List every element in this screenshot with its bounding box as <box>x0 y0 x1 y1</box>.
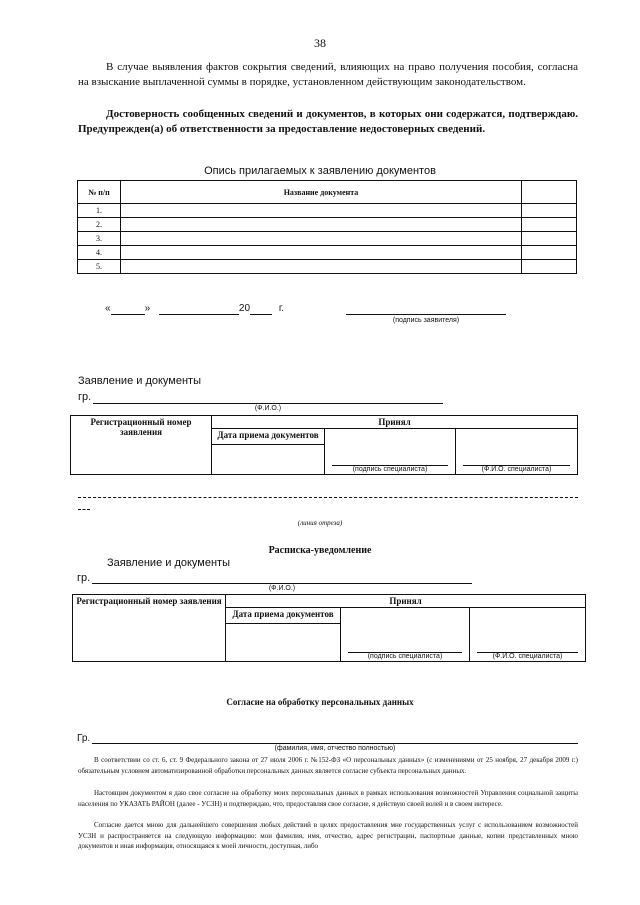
certification-statement: Достоверность сообщенных сведений и документов, в которых они содержатся, подтверждаю. Предупрежден(а) об ответственности за предоставление недостоверных сведений. <box>78 108 578 135</box>
inventory-row-number: 4. <box>78 246 121 260</box>
receipt-date-field[interactable] <box>226 623 340 646</box>
receipt-fio-spec-caption: (Ф.И.О. специалиста) <box>492 653 563 660</box>
consent-gr-label: Гр. <box>77 733 91 744</box>
section1-fio-spec-caption: (Ф.И.О. специалиста) <box>481 466 552 473</box>
receipt-heading: Заявление и документы <box>107 557 230 569</box>
receipt-signature-caption: (подпись специалиста) <box>367 653 443 660</box>
receipt-date-label: Дата приема документов <box>232 609 334 619</box>
inventory-col-num: № п/п <box>78 181 121 204</box>
receipt-accepted-header: Принял <box>226 595 586 608</box>
receipt-date-header <box>226 608 341 662</box>
inventory-row <box>78 260 577 274</box>
cut-line-caption: (линия отреза) <box>297 519 343 527</box>
inventory-row-name[interactable] <box>121 232 522 246</box>
inventory-row-name[interactable] <box>121 260 522 274</box>
inventory-row-number: 5. <box>78 260 121 274</box>
date-year-prefix: 20 <box>238 303 251 314</box>
inventory-col-extra <box>522 181 577 204</box>
date-day-field[interactable] <box>111 303 145 315</box>
receipt-signature-cell[interactable] <box>341 608 470 662</box>
inventory-row-name[interactable] <box>121 246 522 260</box>
consent-paragraph-2: Настоящим документом я даю свое согласие на обработку моих персональных данных в рамках использования возможностей Управления социальной защиты населения по УКАЗАТЬ РАЙОН (далее - УСЗН) и подтверждаю, что, предоставляя свое согласие, я действую своей волей и в своем интересе. <box>78 789 578 808</box>
receipt-title: Расписка-уведомление <box>268 545 372 556</box>
inventory-row <box>78 218 577 232</box>
applicant-signature-field[interactable] <box>346 314 506 315</box>
date-line <box>105 303 284 315</box>
section1-signature-cell[interactable] <box>325 429 456 475</box>
receipt-fio-caption: (Ф.И.О.) <box>268 585 296 592</box>
consent-paragraph-3: Согласие дается мною для дальнейшего совершения любых действий в целях предоставления мне государственных услуг с использованием возможностей УСЗН и распространяется на следующую информацию: мои фамилия, имя, отчество, адрес регистрации, паспортные данные, копии представленных мною документов и иная информация, относящаяся к моей личности, доступная, либо <box>78 821 578 851</box>
receipt-registration-table <box>72 594 586 662</box>
consent-title: Согласие на обработку персональных данных <box>226 697 414 707</box>
cut-line-end <box>78 509 90 510</box>
date-quote-open: « <box>105 303 111 314</box>
consent-fio-caption: (фамилия, имя, отчество полностью) <box>274 745 396 752</box>
receipt-fio-spec-cell[interactable] <box>470 608 586 662</box>
section1-date-field[interactable] <box>212 444 324 463</box>
consent-paragraph-1: В соответствии со ст. 6, ст. 9 Федерального закона от 27 июля 2006 г. №152-ФЗ «О персональных данных» (с изменениями от 25 ноября, 27 декабря 2009 г.) обязательным условием автоматизированной обработки персональных данных является согласие субъекта персональных данных. <box>78 756 578 775</box>
date-month-field[interactable] <box>159 303 239 315</box>
inventory-table <box>77 180 577 274</box>
date-quote-close: » <box>144 303 151 314</box>
date-year-field[interactable] <box>250 303 272 315</box>
consent-fio-field[interactable] <box>92 743 578 744</box>
inventory-row-name[interactable] <box>121 204 522 218</box>
section1-fio-spec-cell[interactable] <box>456 429 578 475</box>
receipt-reg-number-header: Регистрационный номер заявления <box>73 595 226 662</box>
inventory-row-number: 1. <box>78 204 121 218</box>
section1-gr-label: гр. <box>78 391 92 403</box>
inventory-row <box>78 246 577 260</box>
section1-registration-table <box>70 415 578 475</box>
date-year-suffix: г. <box>278 303 285 314</box>
inventory-title: Опись прилагаемых к заявлению документов <box>204 165 436 177</box>
section1-fio-field[interactable] <box>93 403 443 404</box>
section1-fio-caption: (Ф.И.О.) <box>254 405 282 412</box>
cut-line <box>78 497 578 498</box>
applicant-signature-caption: (подпись заявителя) <box>392 317 460 324</box>
inventory-row-number: 2. <box>78 218 121 232</box>
section1-reg-number-header: Регистрационный номер заявления <box>71 416 212 475</box>
section1-heading: Заявление и документы <box>78 375 201 387</box>
receipt-gr-label: гр. <box>77 572 91 584</box>
inventory-row-number: 3. <box>78 232 121 246</box>
inventory-row <box>78 232 577 246</box>
section1-date-label: Дата приема документов <box>217 430 319 440</box>
inventory-col-name: Название документа <box>121 181 522 204</box>
inventory-header-row <box>78 181 577 204</box>
section1-date-header <box>212 429 325 475</box>
inventory-row-name[interactable] <box>121 218 522 232</box>
page-number: 38 <box>314 36 326 50</box>
inventory-row <box>78 204 577 218</box>
receipt-fio-field[interactable] <box>92 583 472 584</box>
section1-signature-caption: (подпись специалиста) <box>352 466 428 473</box>
section1-accepted-header: Принял <box>212 416 578 429</box>
intro-paragraph: В случае выявления фактов сокрытия сведений, влияющих на право получения пособия, согласна на взыскание выплаченной суммы в порядке, установленном действующим законодательством. <box>78 61 578 88</box>
